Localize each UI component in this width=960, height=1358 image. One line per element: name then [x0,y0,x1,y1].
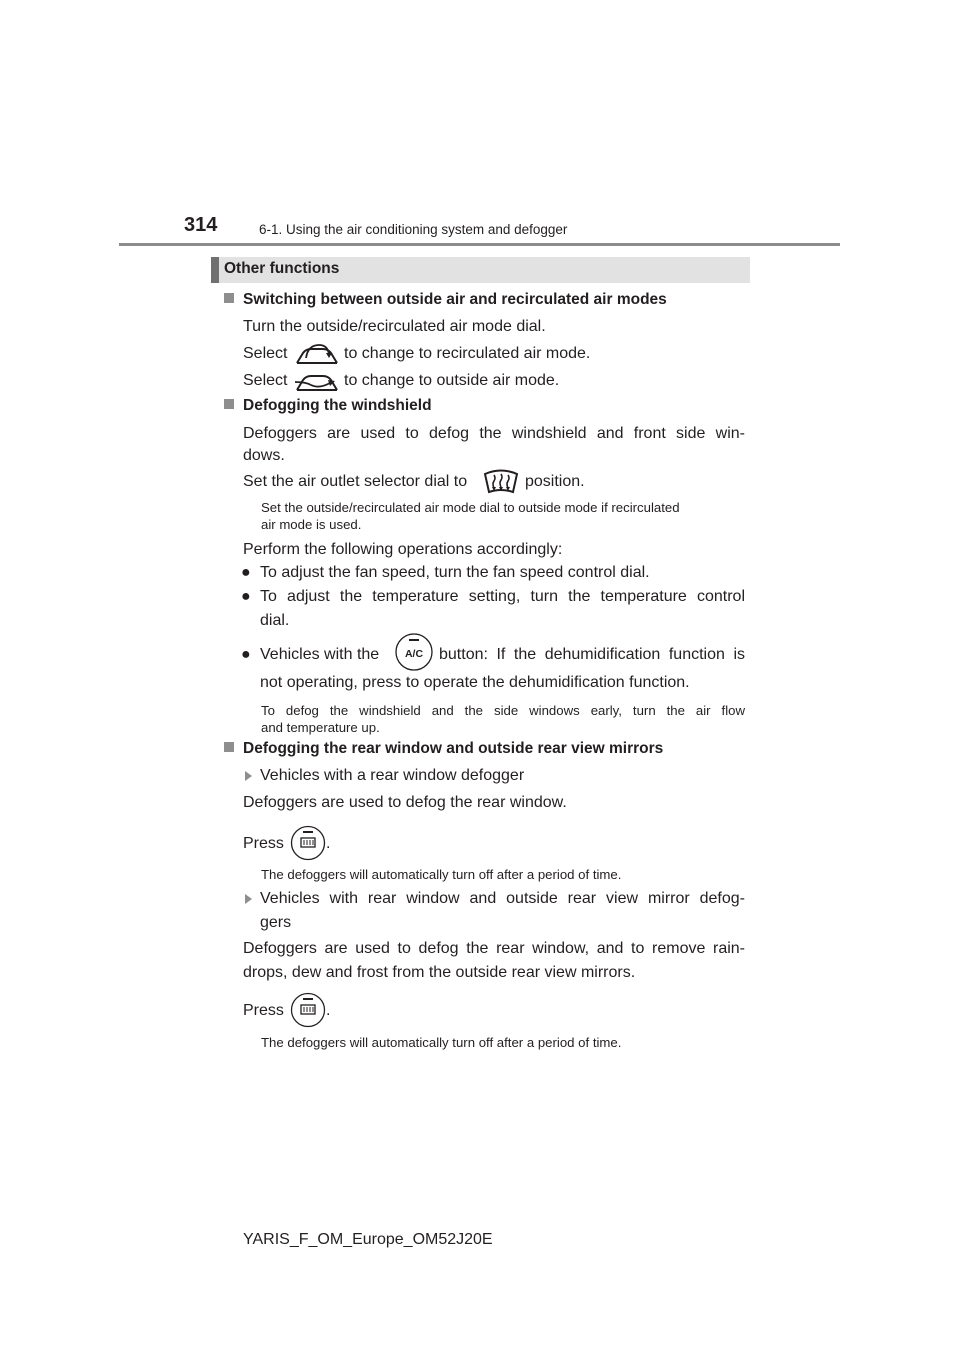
windshield-note1-line2: air mode is used. [261,517,362,532]
select-recirc-pre: Select [243,345,288,362]
windshield-note1-line1: Set the outside/recirculated air mode dial to outside mode if recirculated [261,500,680,515]
heading-air-modes: Switching between outside air and recirculated air modes [224,291,667,309]
bullet-dot: ● [241,564,251,581]
bullet-dot: ● [241,646,251,663]
page-number: 314 [184,214,218,236]
header-rule [119,243,840,246]
ac-icon-label: A/C [404,648,424,660]
recirculated-air-icon [294,341,340,368]
section-title-bar [211,257,750,283]
heading-square-marker [224,399,234,409]
windshield-defog-icon [482,467,520,495]
outlet-selector-pre: Set the air outlet selector dial to [243,473,468,490]
rear-note1: The defoggers will automatically turn off after a period of time. [261,867,622,882]
select-outside-pre: Select [243,372,288,389]
temperature-bullet-line1: To adjust the temperature setting, turn the temperature control [260,588,745,605]
rear-variant2-line2: gers [260,914,292,931]
heading-windshield: Defogging the windshield [224,397,432,415]
rear-variant2-text-line1: Defoggers are used to defog the rear window, and to remove rain- [243,940,745,957]
ac-bullet-line2: not operating, press to operate the dehumidification function. [260,674,690,691]
heading-rear-defog: Defogging the rear window and outside rear view mirrors [224,740,663,758]
ac-button-icon [394,632,434,672]
windshield-text-line1: Defoggers are used to defog the windshield and front side win- [243,425,745,442]
rear-variant1: Vehicles with a rear window defogger [260,767,525,784]
operations-intro: Perform the following operations accordingly: [243,541,563,558]
running-header: 6-1. Using the air conditioning system and defogger [259,222,568,237]
outside-air-icon [294,368,340,395]
select-recirc-post: to change to recirculated air mode. [344,345,591,362]
windshield-text-line2: dows. [243,447,285,464]
bullet-dot: ● [241,588,251,605]
triangle-marker [245,894,252,904]
press2-pre: Press [243,1002,284,1019]
document-id-footer: YARIS_F_OM_Europe_OM52J20E [243,1231,493,1248]
heading-square-marker [224,742,234,752]
press2-post: . [326,1002,331,1019]
press1-post: . [326,835,331,852]
rear-defogger-button-icon [290,991,326,1029]
air-mode-instruction: Turn the outside/recirculated air mode dial. [243,318,546,335]
rear-variant2-text-line2: drops, dew and frost from the outside rear view mirrors. [243,964,636,981]
rear-variant1-text: Defoggers are used to defog the rear window. [243,794,567,811]
outlet-selector-post: position. [525,473,585,490]
fan-speed-bullet: To adjust the fan speed, turn the fan speed control dial. [260,564,650,581]
rear-variant2-line1: Vehicles with rear window and outside rear view mirror defog- [260,890,745,907]
ac-bullet-pre: Vehicles with the [260,646,380,663]
temperature-bullet-line2: dial. [260,612,290,629]
windshield-note2-line1: To defog the windshield and the side windows early, turn the air flow [261,703,745,718]
section-accent [211,257,219,283]
ac-bullet-post: button: If the dehumidification function is [439,646,745,663]
heading-square-marker [224,293,234,303]
triangle-marker [245,771,252,781]
windshield-note2-line2: and temperature up. [261,720,380,735]
select-outside-post: to change to outside air mode. [344,372,560,389]
rear-defogger-button-icon [290,824,326,862]
rear-note2: The defoggers will automatically turn off after a period of time. [261,1035,622,1050]
section-title: Other functions [224,260,340,277]
press1-pre: Press [243,835,284,852]
